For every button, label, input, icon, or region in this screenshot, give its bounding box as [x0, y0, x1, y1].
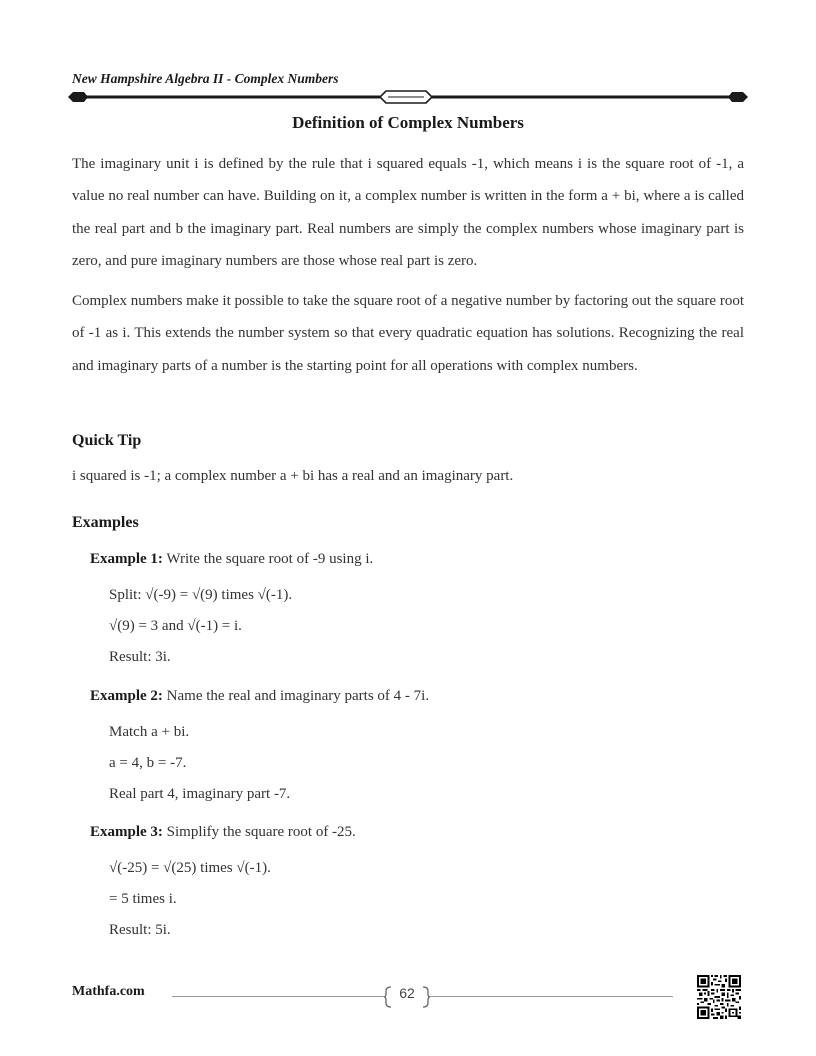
footer-brand: Mathfa.com [72, 984, 145, 999]
example-3-label: Example 3: [90, 824, 163, 840]
example-3-step: = 5 times i. [109, 891, 177, 907]
example-1-step: Split: √(-9) = √(9) times √(-1). [109, 587, 293, 603]
example-2-prompt: Name the real and imaginary parts of 4 - 7i. [166, 688, 430, 704]
example-1-prompt: Write the square root of -9 using i. [166, 551, 374, 567]
example-2-step: Match a + bi. [109, 724, 190, 740]
example-3-step: √(-25) = √(25) times √(-1). [109, 860, 271, 876]
header-title: New Hampshire Algebra II - Complex Numbers [72, 71, 339, 86]
page-number: 62 [399, 985, 415, 1001]
paragraph-definition: The imaginary unit i is defined by the rule that i squared equals -1, which means i is the square root of -1, a value no real number can have. Building on it, a complex number is written in the form a + bi, where a is called the real part and b the imaginary part. Real numbers are simply the complex numbers whose imaginary part is zero, and pure imaginary numbers are those whose real part is zero. [72, 156, 744, 269]
example-1-step: √(9) = 3 and √(-1) = i. [109, 618, 242, 634]
qr-code-icon [697, 975, 741, 1019]
examples-heading: Examples [72, 514, 139, 531]
example-1-title [90, 551, 373, 568]
example-3-title [90, 824, 356, 841]
document-title: Definition of Complex Numbers [292, 113, 524, 132]
quick-tip-text: i squared is -1; a complex number a + bi has a real and an imaginary part. [72, 468, 514, 484]
quick-tip-heading: Quick Tip [72, 432, 142, 449]
example-2-label: Example 2: [90, 688, 163, 704]
header-ornament-rule [68, 88, 748, 106]
example-1-label: Example 1: [90, 551, 163, 567]
example-3-step: Result: 5i. [109, 922, 171, 938]
example-1-step: Result: 3i. [109, 649, 171, 665]
example-2-step: a = 4, b = -7. [109, 755, 187, 771]
example-3-prompt: Simplify the square root of -25. [166, 824, 356, 840]
example-2-step: Real part 4, imaginary part -7. [109, 786, 291, 802]
paragraph-applications: Complex numbers make it possible to take the square root of a negative number by factoring out the square root of -1 as i. This extends the number system so that every quadratic equation has solutions. Recognizing the real and imaginary parts of a number is the starting point for all operations with complex numbers. [72, 293, 744, 374]
footer-rule-left [172, 996, 384, 997]
footer-rule-right [430, 996, 673, 997]
example-2-title [90, 688, 429, 705]
